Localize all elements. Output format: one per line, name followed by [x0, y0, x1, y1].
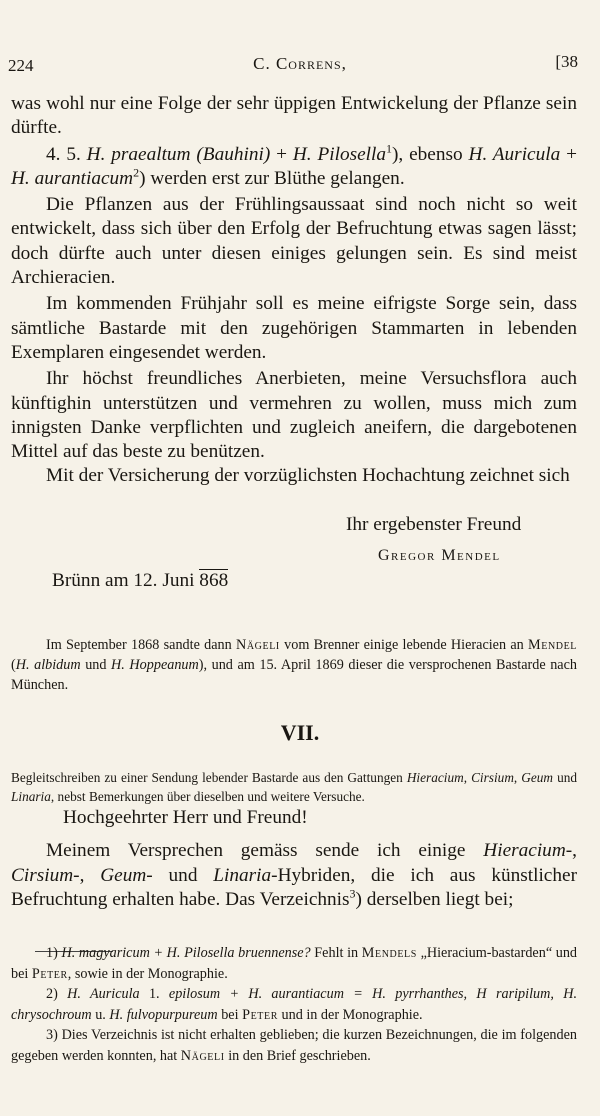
taxon-name: H. magyaricum + H. Pilosella bruennense? — [61, 945, 311, 961]
genus-name: Geum — [521, 770, 554, 786]
taxon-name: H. Auricula — [468, 143, 561, 165]
editorial-note: Im September 1868 sandte dann Nägeli vom Brenner einige lebende Hieracien an Mendel (H. albidum und H. Hoppeanum), und am 15. April 1869 dieser die versprochenen Bastarde nach München. — [11, 637, 578, 694]
genus-name: Geum- — [100, 864, 153, 886]
taxon-name: H. fulvopurpureum — [109, 1006, 218, 1023]
paragraph-2: 4. 5. H. praealtum (Bauhini) + H. Pilosella$^1$), ebenso H. Auricula + H. aurantiacum$^2$) werden erst zur Blüthe gelangen. — [11, 141, 577, 189]
page-number: 224 — [8, 56, 34, 75]
footnote-2: 2) H. Auricula 1. epilosum + H. aurantiacum = H. pyrrhanthes, H raripilum, H. chrysochroum u. H. fulvopurpureum bei Peter und in der Monographie. — [11, 986, 578, 1023]
paragraph-3: Die Pflanzen aus der Frühlingsaussaat sind noch nicht so weit entwickelt, dass sich über den Erfolg der Befruchtung etwas sagen lässt; doch dürfte auch unter diesen einiges gelungen sein. Es sind meist Archieracien. — [11, 194, 577, 289]
footnote-1: 1) H. magyaricum + H. Pilosella bruennense? Fehlt in Mendels „Hieracium-bastarden“ und bei Peter, sowie in der Monographie. — [11, 945, 578, 982]
genus-name: Hieracium- — [483, 839, 573, 861]
letter-paragraph-1: Meinem Versprechen gemäss sende ich einige Hieracium-, Cirsium-, Geum- und Linaria-Hybriden, die ich aus künstlicher Befruchtung erhalten habe. Das Verzeichnis$^3$) derselben liegt bei; — [11, 839, 577, 911]
genus-name: Linaria — [11, 788, 51, 804]
genus-name: Linaria — [213, 864, 272, 886]
year: 868 — [199, 570, 229, 591]
taxon-name: epilosum + H. aurantiacum = H. pyrrhanthes, H raripilum, H. chrysochroum — [11, 986, 578, 1023]
taxon-name: H. Pilosella — [292, 143, 387, 165]
genus-name: Cirsium — [471, 770, 514, 786]
footnote-marker[interactable]: 2 — [133, 165, 140, 180]
chapter-number: VII. — [280, 720, 320, 745]
letter-body — [11, 92, 577, 489]
section-reference: [38 — [555, 52, 578, 71]
running-title: C. Correns, — [253, 54, 347, 73]
person-name: Nägeli — [180, 1047, 225, 1064]
closing-salutation: Ihr ergebenster Freund — [346, 514, 522, 535]
letter-greeting: Hochgeehrter Herr und Freund! — [63, 807, 308, 828]
genus-name: Cirsium- — [11, 864, 80, 886]
taxon-name: H. aurantiacum — [11, 167, 134, 189]
person-name: Peter — [31, 965, 68, 982]
footnote-3: 3) Dies Verzeichnis ist nicht erhalten geblieben; die kurzen Bezeichnungen, die im folgenden gegeben werden konnten, hat Nägeli in den Brief geschrieben. — [11, 1027, 578, 1064]
person-name: Nägeli — [236, 637, 280, 654]
person-name: Mendels — [361, 945, 417, 961]
footnote-marker[interactable]: 3 — [349, 886, 356, 901]
genus-name: Hieracium — [406, 770, 464, 786]
paragraph-1: was wohl nur eine Folge der sehr üppigen Entwickelung der Pflanze sein dürfte. — [11, 93, 577, 139]
footnotes — [11, 943, 577, 1066]
page-header — [0, 52, 600, 78]
person-name: Mendel — [528, 637, 578, 654]
taxon-name: H. praealtum — [86, 143, 191, 165]
footnote-marker[interactable]: 1 — [386, 141, 393, 156]
taxon-name: H. albidum — [15, 657, 81, 674]
taxon-name: H. Auricula — [67, 986, 140, 1002]
taxon-name: H. Hoppeanum — [111, 657, 199, 674]
paragraph-5: Ihr höchst freundliches Anerbieten, meine Versuchsflora auch künftighin unterstützen und vermehren zu wollen, muss mich zum innigsten Danke verpflichten und zugleich aneifern, die dargebotenen Mittel auf das beste zu benützen. — [11, 368, 577, 463]
place-date-line: Brünn am 12. Juni 868 — [52, 570, 229, 591]
signature: Gregor Mendel — [378, 547, 501, 564]
paragraph-4: Im kommenden Frühjahr soll es meine eifrigste Sorge sein, dass sämtliche Bastarde mit den zugehörigen Stammarten in lebenden Exemplaren eingesendet werden. — [11, 293, 577, 363]
letter-vii — [11, 806, 577, 913]
chapter-description: Begleitschreiben zu einer Sendung lebender Bastarde aus den Gattungen Hieracium, Cirsium, Geum und Linaria, nebst Bemerkungen über dieselben und weitere Versuche. — [11, 770, 578, 804]
author-citation: (Bauhini) — [196, 143, 271, 165]
paragraph-6: Mit der Versicherung der vorzüglichsten Hochachtung zeichnet sich — [46, 465, 570, 487]
person-name: Peter — [242, 1006, 278, 1023]
